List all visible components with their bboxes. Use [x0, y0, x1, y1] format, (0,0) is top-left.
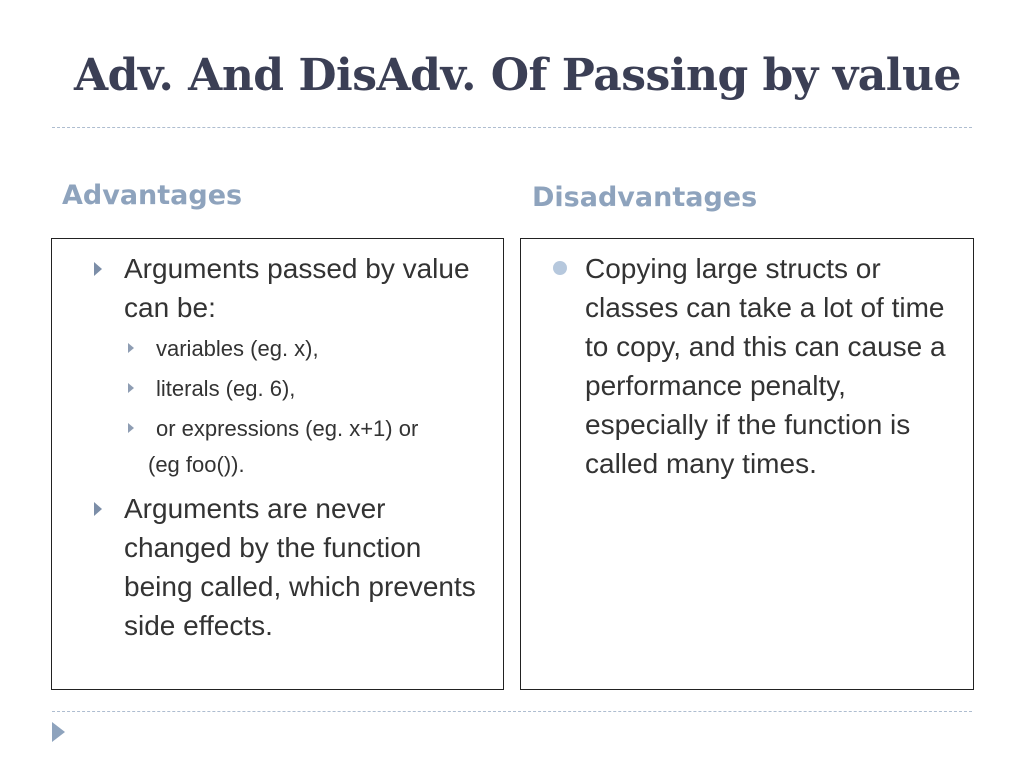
advantage-item — [92, 249, 495, 483]
disadvantages-box — [520, 238, 974, 690]
slide-title: Adv. And DisAdv. Of Passing by value — [74, 50, 961, 101]
circle-bullet-icon — [553, 261, 567, 275]
advantage-subitem — [118, 331, 495, 367]
triangle-right-icon — [128, 383, 134, 393]
play-arrow-icon[interactable] — [52, 722, 65, 742]
triangle-right-icon — [128, 343, 134, 353]
triangle-right-icon — [94, 262, 102, 276]
disadvantages-heading: Disadvantages — [532, 182, 758, 213]
advantage-item — [92, 489, 495, 645]
advantage-subitem-text: literals (eg. 6), — [156, 376, 296, 401]
advantage-subitem — [118, 411, 495, 483]
top-divider — [52, 127, 972, 128]
triangle-right-icon — [94, 502, 102, 516]
advantages-box — [51, 238, 504, 690]
disadvantage-item-text: Copying large structs or classes can take a lot of time to copy, and this can cause a performance penalty, especially if the function is called many times. — [585, 253, 946, 479]
disadvantages-list — [521, 239, 973, 483]
bottom-divider — [52, 711, 972, 712]
advantage-item-text: Arguments passed by value can be: — [124, 253, 470, 323]
advantages-heading: Advantages — [62, 180, 243, 211]
advantages-list — [52, 239, 503, 645]
advantage-subitem-continuation: (eg foo()). — [148, 452, 245, 477]
triangle-right-icon — [128, 423, 134, 433]
advantage-sublist — [124, 327, 495, 483]
disadvantage-item — [553, 249, 965, 483]
advantage-subitem — [118, 371, 495, 407]
advantage-item-text: Arguments are never changed by the function being called, which prevents side effects. — [124, 493, 476, 641]
advantage-subitem-text: or expressions (eg. x+1) or — [156, 416, 419, 441]
advantage-subitem-text: variables (eg. x), — [156, 336, 319, 361]
